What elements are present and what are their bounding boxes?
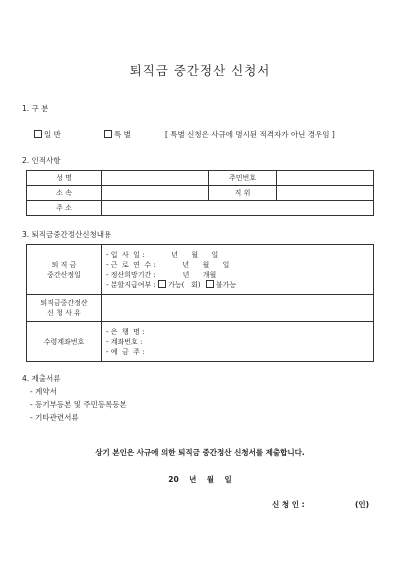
document-item: - 기타관련서류 bbox=[30, 413, 79, 422]
name-label: 성 명 bbox=[27, 171, 102, 186]
split-possible-checkbox[interactable] bbox=[158, 280, 166, 288]
calc-label-line-1: 퇴 직 금 bbox=[51, 260, 77, 269]
split-possible-label: 가능( 회) bbox=[168, 280, 201, 289]
applicant-name-field[interactable] bbox=[312, 497, 352, 507]
general-label: 일 반 bbox=[44, 130, 61, 139]
reason-label-line-2: 신 청 사 유 bbox=[47, 309, 81, 317]
depositor-line[interactable]: - 예 금 주 : bbox=[106, 347, 145, 356]
position-field[interactable] bbox=[277, 186, 374, 201]
split-impossible-checkbox[interactable] bbox=[206, 280, 214, 288]
section-4-heading: 4. 제출서류 bbox=[22, 374, 61, 383]
section-2-heading: 2. 인적사항 bbox=[22, 156, 61, 165]
calc-date-label bbox=[27, 245, 102, 295]
settlement-table bbox=[26, 244, 374, 362]
split-payment-line bbox=[106, 280, 371, 290]
seal-mark: (인) bbox=[355, 500, 370, 509]
address-field[interactable] bbox=[102, 201, 374, 216]
personal-info-table bbox=[26, 170, 374, 216]
name-field[interactable] bbox=[102, 171, 209, 186]
option-special[interactable] bbox=[104, 129, 131, 140]
general-checkbox[interactable] bbox=[34, 130, 42, 138]
resident-no-field[interactable] bbox=[277, 171, 374, 186]
dept-field[interactable] bbox=[102, 186, 209, 201]
account-no-line[interactable]: - 계좌번호 : bbox=[106, 337, 143, 346]
reason-label bbox=[27, 295, 102, 322]
reason-field[interactable] bbox=[102, 295, 374, 322]
calc-date-details bbox=[102, 245, 374, 295]
section-1-heading: 1. 구 분 bbox=[22, 104, 49, 113]
documents-list bbox=[30, 385, 127, 424]
split-payment-label: - 분할지급여부 : bbox=[106, 280, 156, 289]
submission-date: 20 년 월 일 bbox=[168, 475, 232, 484]
join-date-line[interactable]: - 입 사 일 : 년 월 일 bbox=[106, 250, 219, 259]
account-label: 수령계좌번호 bbox=[27, 322, 102, 362]
service-years-line[interactable]: - 근 로 연 수 : 년 월 일 bbox=[106, 260, 230, 269]
dept-label: 소 속 bbox=[27, 186, 102, 201]
document-item: - 계약서 bbox=[30, 387, 57, 396]
reason-label-line-1: 퇴직금중간정산 bbox=[40, 299, 88, 307]
section-3-heading: 3. 퇴직금중간정산신청내용 bbox=[22, 230, 112, 239]
applicant-label: 신 청 인 : bbox=[272, 500, 305, 509]
special-label: 특 별 bbox=[114, 130, 131, 139]
desired-period-line[interactable]: - 정산희망기간 : 년 개월 bbox=[106, 270, 217, 279]
account-details bbox=[102, 322, 374, 362]
position-label: 직 위 bbox=[209, 186, 277, 201]
split-impossible-label: 불가능 bbox=[215, 280, 237, 289]
document-title: 퇴직금 중간정산 신청서 bbox=[129, 63, 271, 78]
resident-no-label: 주민번호 bbox=[209, 171, 277, 186]
bank-name-line[interactable]: - 은 행 명 : bbox=[106, 327, 145, 336]
address-label: 주 소 bbox=[27, 201, 102, 216]
special-note: [ 특별 신청은 사규에 명시된 적격자가 아닌 경우임 ] bbox=[165, 130, 335, 139]
document-item: - 등기부등본 및 주민등록등본 bbox=[30, 400, 127, 409]
calc-label-line-2: 중간산정일 bbox=[47, 270, 81, 279]
special-checkbox[interactable] bbox=[104, 130, 112, 138]
option-general[interactable] bbox=[34, 129, 61, 140]
submission-statement: 상기 본인은 사규에 의한 퇴직금 중간정산 신청서를 제출합니다. bbox=[95, 448, 305, 457]
